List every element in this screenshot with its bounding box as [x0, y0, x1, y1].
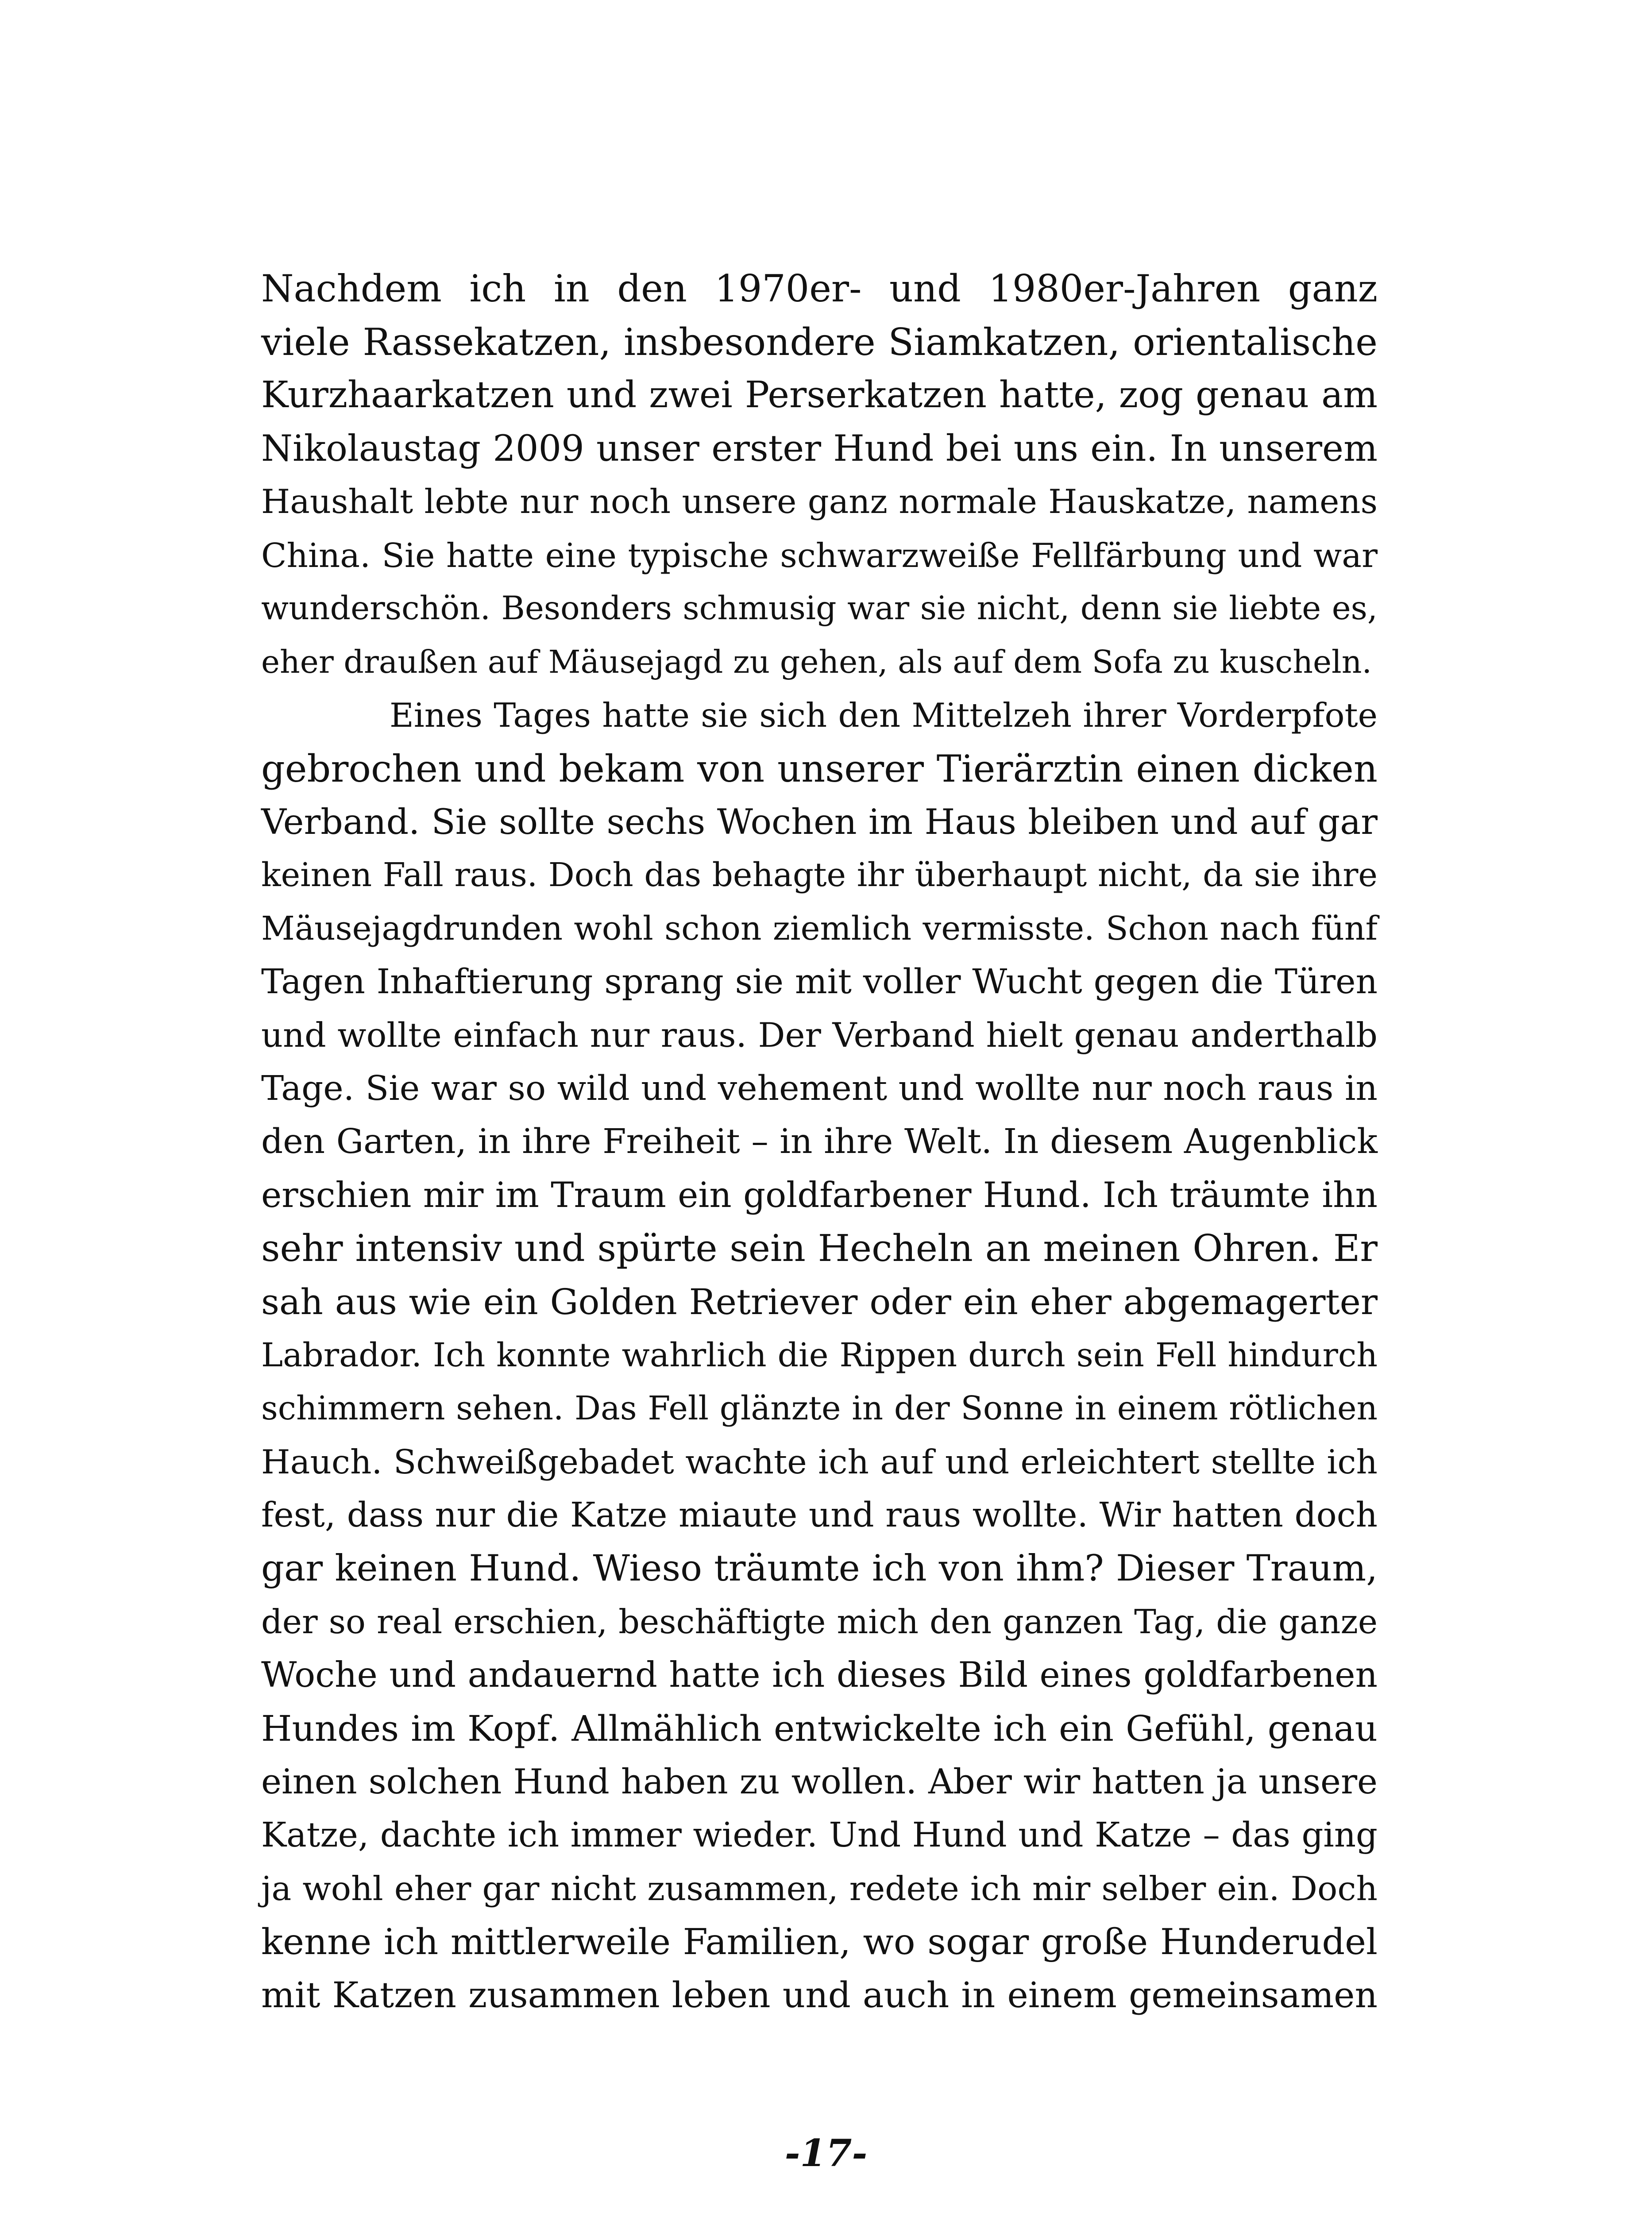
- text-line: sah aus wie ein Golden Retriever oder ein eher abgemagerter: [261, 1281, 1378, 1322]
- text-line: Mäusejagdrunden wohl schon ziemlich vermisste. Schon nach fünf: [261, 910, 1378, 948]
- text-line-indented: Eines Tages hatte sie sich den Mittelzeh ihrer Vorderpfote: [390, 696, 1378, 735]
- text-line: China. Sie hatte eine typische schwarzweiße Fellfärbung und war: [261, 536, 1378, 575]
- text-line: den Garten, in ihre Freiheit – in ihre Welt. In diesem Augenblick: [261, 1122, 1378, 1161]
- text-line: Tage. Sie war so wild und vehement und wollte nur noch raus in: [261, 1068, 1378, 1108]
- text-line: wunderschön. Besonders schmusig war sie nicht, denn sie liebte es,: [261, 590, 1378, 627]
- text-line: Verband. Sie sollte sechs Wochen im Haus bleiben und auf gar: [261, 802, 1378, 842]
- text-line: Haushalt lebte nur noch unsere ganz normale Hauskatze, namens: [261, 482, 1378, 521]
- body-text: [261, 262, 1378, 2022]
- text-line: viele Rassekatzen, insbesondere Siamkatzen, orientalische: [261, 320, 1378, 364]
- text-line: der so real erschien, beschäftigte mich den ganzen Tag, die ganze: [261, 1602, 1378, 1641]
- text-line: kenne ich mittlerweile Familien, wo sogar große Hunderudel: [261, 1921, 1378, 1963]
- text-line: Tagen Inhaftierung sprang sie mit voller Wucht gegen die Türen: [261, 962, 1378, 1002]
- text-line: Nikolaustag 2009 unser erster Hund bei uns ein. In unserem: [261, 428, 1378, 470]
- text-line: Katze, dachte ich immer wieder. Und Hund und Katze – das ging: [261, 1815, 1378, 1855]
- text-line: Labrador. Ich konnte wahrlich die Rippen durch sein Fell hindurch: [261, 1336, 1378, 1374]
- text-line: Hundes im Kopf. Allmählich entwickelte ich ein Gefühl, genau: [261, 1708, 1378, 1749]
- page-number: -17-: [784, 2131, 868, 2175]
- text-line: keinen Fall raus. Doch das behagte ihr überhaupt nicht, da sie ihre: [261, 856, 1378, 894]
- text-line: Kurzhaarkatzen und zwei Perserkatzen hatte, zog genau am: [261, 374, 1378, 416]
- text-line: mit Katzen zusammen leben und auch in einem gemeinsamen: [261, 1974, 1378, 2016]
- text-line: gebrochen und bekam von unserer Tierärztin einen dicken: [261, 747, 1378, 790]
- text-line: Nachdem ich in den 1970er- und 1980er-Jahren ganz: [261, 267, 1378, 310]
- text-line: Woche und andauernd hatte ich dieses Bild eines goldfarbenen: [261, 1655, 1378, 1695]
- text-line: schimmern sehen. Das Fell glänzte in der Sonne in einem rötlichen: [261, 1389, 1378, 1427]
- text-line: gar keinen Hund. Wieso träumte ich von ihm? Dieser Traum,: [261, 1548, 1378, 1589]
- text-line: sehr intensiv und spürte sein Hecheln an meinen Ohren. Er: [261, 1227, 1378, 1270]
- text-line: fest, dass nur die Katze miaute und raus wollte. Wir hatten doch: [261, 1495, 1378, 1535]
- text-line: erschien mir im Traum ein goldfarbener Hund. Ich träumte ihn: [261, 1175, 1378, 1215]
- text-line: Hauch. Schweißgebadet wachte ich auf und erleichtert stellte ich: [261, 1442, 1378, 1481]
- text-line: einen solchen Hund haben zu wollen. Aber wir hatten ja unsere: [261, 1762, 1378, 1802]
- text-line: und wollte einfach nur raus. Der Verband hielt genau anderthalb: [261, 1015, 1378, 1055]
- text-line: ja wohl eher gar nicht zusammen, redete ich mir selber ein. Doch: [261, 1869, 1378, 1908]
- text-line: eher draußen auf Mäusejagd zu gehen, als auf dem Sofa zu kuscheln.: [261, 643, 1372, 680]
